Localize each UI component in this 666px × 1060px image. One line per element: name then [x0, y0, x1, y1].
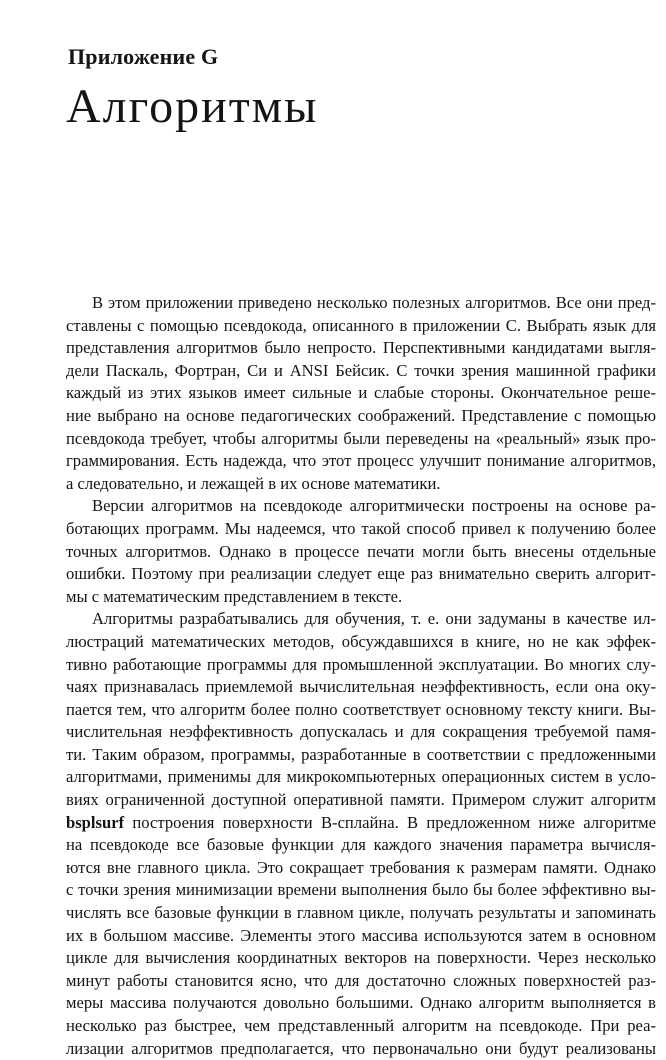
- text-line: несколько раз быстрее, чем представленный алгоритм на псевдокоде. При реа-: [66, 1016, 656, 1035]
- text-line: цикле для вычисления координатных векторов на поверхности. Через несколько: [66, 948, 656, 968]
- text-line: мы с математическим представлением в тексте.: [66, 586, 403, 606]
- paragraph-3: [66, 608, 656, 1060]
- text-line: а следовательно, и лежащей в их основе математики.: [66, 473, 441, 493]
- text-line: псевдокода требует, чтобы алгоритмы были переведены на «реальный» язык про-: [66, 428, 656, 448]
- text-line: меры массива получаются довольно большими. Однако алгоритм выполняется в: [66, 993, 656, 1013]
- text-line: Алгоритмы разрабатывались для обучения, т. е. они задуманы в качестве ил-: [92, 609, 656, 629]
- text-line: ошибки. Поэтому при реализации следует еще раз внимательно сверить алгорит-: [66, 564, 656, 584]
- text-line: их в большом массиве. Элементы этого массива используются затем в основном: [66, 925, 656, 945]
- appendix-label: Приложение G: [68, 44, 219, 69]
- text-line-with-bold: [66, 812, 656, 835]
- paragraph-1: [66, 292, 656, 495]
- algorithm-name: bsplsurf: [66, 812, 125, 832]
- text-line: ние выбрано на основе педагогических соображений. Представление с помощью: [66, 405, 656, 425]
- text-line: дели Паскаль, Фортран, Си и ANSI Бейсик. С точки зрения машинной графики: [66, 360, 656, 380]
- text-line: тивно работающие программы для промышленной эксплуатации. Во многих слу-: [66, 654, 656, 674]
- text-line: на псевдокоде все базовые функции для каждого значения параметра вычисля-: [66, 835, 656, 855]
- text-line: лизации алгоритмов предполагается, что первоначально они будут реализованы: [66, 1038, 656, 1058]
- text-line: с точки зрения минимизации времени выполнения было бы более эффективно вы-: [66, 880, 656, 900]
- text-line: чаях признавалась приемлемой вычислительная неэффективность, если она оку-: [66, 677, 656, 697]
- text-line: пается тем, что алгоритм более полно соответствует основному тексту книги. Вы-: [66, 699, 656, 719]
- text-line: представления алгоритмов было непросто. Перспективными кандидатами выгля-: [66, 338, 656, 358]
- chapter-title: Алгоритмы: [66, 80, 319, 133]
- text-line: каждый из этих языков имеет сильные и слабые стороны. Окончательное реше-: [66, 383, 656, 403]
- text-fragment: построения поверхности B-сплайна. В предложенном ниже алгоритме: [124, 812, 656, 832]
- body-text: [66, 292, 656, 1060]
- text-line: Версии алгоритмов на псевдокоде алгоритмически построены на основе ра-: [92, 496, 656, 516]
- text-line: граммирования. Есть надежда, что этот процесс улучшит понимание алгоритмов,: [66, 451, 656, 471]
- text-line: минут работы становится ясно, что для достаточно сложных поверхностей раз-: [66, 970, 656, 990]
- text-line: виях ограниченной доступной оперативной памяти. Примером служит алгоритм: [66, 790, 656, 810]
- text-line: ются вне главного цикла. Это сокращает требования к размерам памяти. Однако: [66, 857, 656, 877]
- text-line: числять все базовые функции в главном цикле, получать результаты и запоминать: [66, 903, 656, 923]
- text-line: точных алгоритмов. Однако в процессе печати могли быть внесены отдельные: [66, 541, 656, 561]
- text-line: ботающих программ. Мы надеемся, что такой способ привел к получению более: [66, 518, 656, 538]
- text-line: люстраций математических методов, обсуждавшихся в книге, но не как эффек-: [66, 631, 656, 651]
- text-line: числительная неэффективность допускалась и для сокращения требуемой памя-: [66, 722, 656, 742]
- text-line: алгоритмами, применимы для микрокомпьютерных операционных систем в усло-: [66, 767, 656, 787]
- text-line: ставлены с помощью псевдокода, описанного в приложении С. Выбрать язык для: [66, 315, 656, 335]
- text-line: ти. Таким образом, программы, разработанные в соответствии с предложенными: [66, 744, 656, 764]
- paragraph-2: [66, 495, 656, 608]
- text-line: В этом приложении приведено несколько полезных алгоритмов. Все они пред-: [92, 293, 656, 312]
